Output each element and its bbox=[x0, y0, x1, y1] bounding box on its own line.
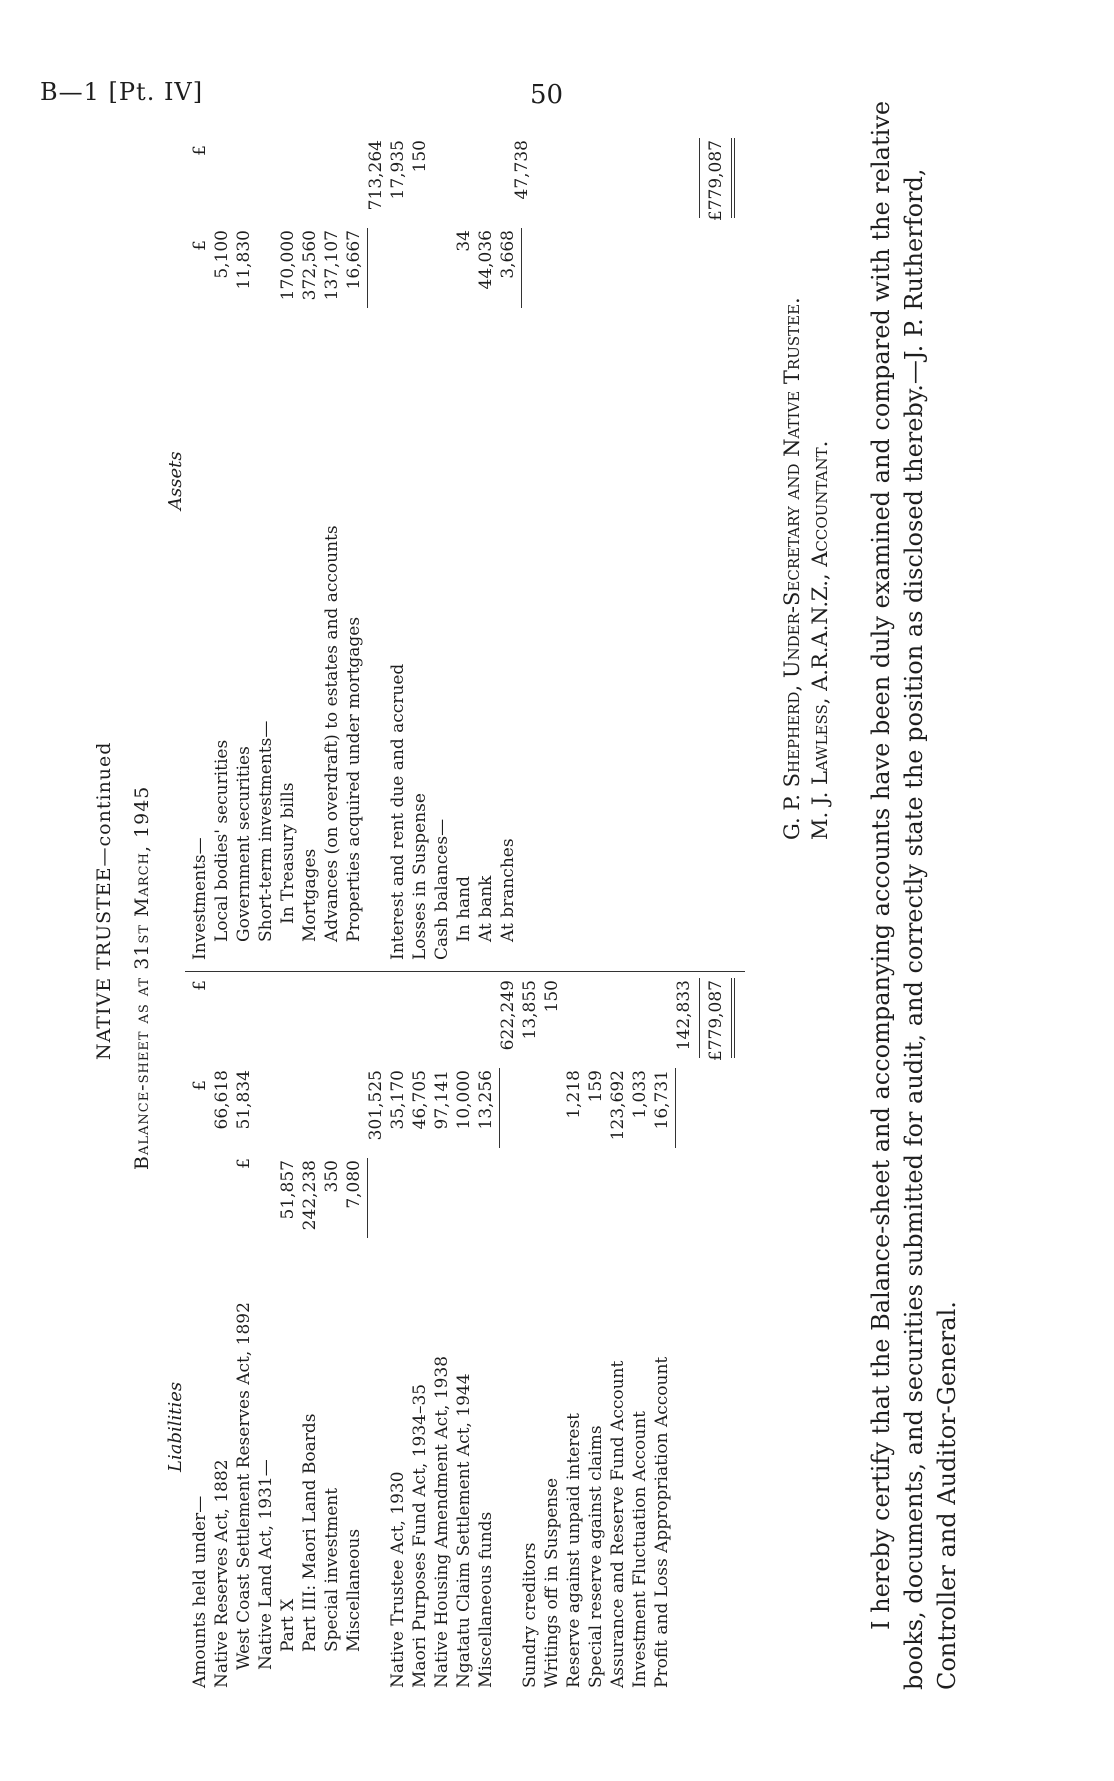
liab-value-profit-loss: 16,731 bbox=[652, 1070, 672, 1130]
liab-label-ngatatu: Ngatatu Claim Settlement Act, 1944 bbox=[454, 1373, 474, 1688]
liab-value-native-housing: 97,141 bbox=[432, 1070, 452, 1130]
liab-label-native-trustee-act: Native Trustee Act, 1930 bbox=[388, 1471, 408, 1688]
liab-grand-rule-bottom-1 bbox=[731, 978, 732, 1058]
liab-label-reserve-claims: Special reserve against claims bbox=[586, 1425, 606, 1688]
liab-value-amounts-total: 622,249 bbox=[498, 980, 518, 1051]
liab-value-native-trustee-act: 35,170 bbox=[388, 1070, 408, 1130]
asset-label-interest-rent: Interest and rent due and accrued bbox=[388, 663, 408, 960]
asset-value-cash-total: 47,738 bbox=[512, 140, 532, 200]
asset-grand-rule-top bbox=[699, 138, 700, 218]
asset-cash-balances: Cash balances— bbox=[432, 818, 452, 960]
certificate-line-2: books, documents, and securities submitted for audit, and correctly state the position as disclosed thereby.—J. P. Rutherford, bbox=[900, 168, 928, 1690]
liab-value-investment-fluctuation: 1,033 bbox=[630, 1070, 650, 1119]
asset-value-advances: 137,107 bbox=[322, 230, 342, 301]
liab-value-nra-1882: 66,618 bbox=[212, 1070, 232, 1130]
asset-label-government: Government securities bbox=[234, 746, 254, 942]
signature-accountant: M. J. Lawless, A.R.A.N.Z., Accountant. bbox=[808, 440, 832, 840]
liab-label-investment-fluctuation: Investment Fluctuation Account bbox=[630, 1410, 650, 1688]
liab-label-profit-loss: Profit and Loss Appropriation Account bbox=[652, 1356, 672, 1688]
asset-label-at-bank: At bank bbox=[476, 875, 496, 942]
asset-value-government: 11,830 bbox=[234, 230, 254, 290]
asset-value-investments-total: 713,264 bbox=[366, 140, 386, 211]
asset-value-at-branches: 3,668 bbox=[498, 230, 518, 279]
asset-value-treasury: 170,000 bbox=[278, 230, 298, 301]
liab-label-sundry-creditors: Sundry creditors bbox=[520, 1542, 540, 1688]
page-number: 50 bbox=[530, 80, 564, 110]
liab-label-writings-off: Writings off in Suspense bbox=[542, 1477, 562, 1688]
liab-value-nla-total: 301,525 bbox=[366, 1070, 386, 1141]
liab-label-part-iii: Part III: Maori Land Boards bbox=[300, 1413, 320, 1652]
assets-col2-pound: £ bbox=[190, 145, 210, 156]
certificate-line-1: I hereby certify that the Balance-sheet and accompanying accounts have been duly examined and compared with the relative bbox=[867, 100, 895, 1630]
asset-label-advances: Advances (on overdraft) to estates and accounts bbox=[322, 525, 342, 942]
liab-value-part-x: 51,857 bbox=[278, 1160, 298, 1220]
liab-label-native-housing: Native Housing Amendment Act, 1938 bbox=[432, 1355, 452, 1688]
liab-value-part-iii: 242,238 bbox=[300, 1160, 320, 1231]
liab-value-ngatatu: 10,000 bbox=[454, 1070, 474, 1130]
liab-label-misc-funds: Miscellaneous funds bbox=[476, 1511, 496, 1688]
liab-value-special-investment: 350 bbox=[322, 1160, 342, 1193]
asset-label-losses: Losses in Suspense bbox=[410, 793, 430, 960]
asset-grand-total: £779,087 bbox=[706, 140, 726, 222]
asset-value-losses: 150 bbox=[410, 140, 430, 173]
signature-trustee: G. P. Shepherd, Under-Secretary and Native Trustee. bbox=[780, 297, 804, 840]
asset-label-treasury: In Treasury bills bbox=[278, 782, 298, 924]
asset-grand-rule-bottom-2 bbox=[734, 138, 735, 218]
rotated-page-content bbox=[65, 100, 1105, 1700]
assets-heading: Assets bbox=[165, 451, 186, 510]
liab-value-reserve-claims: 159 bbox=[586, 1070, 606, 1103]
asset-investments: Investments— bbox=[190, 837, 210, 960]
liab-col2-pound: £ bbox=[190, 1080, 210, 1091]
running-header: B—1 [Pt. IV] bbox=[40, 78, 204, 106]
asset-label-properties: Properties acquired under mortgages bbox=[344, 616, 364, 942]
assets-col1-pound: £ bbox=[190, 240, 210, 251]
liab-value-assurance: 123,692 bbox=[608, 1070, 628, 1141]
liabilities-heading: Liabilities bbox=[165, 1381, 186, 1472]
liab-label-miscellaneous: Miscellaneous bbox=[344, 1528, 364, 1652]
asset-label-at-branches: At branches bbox=[498, 838, 518, 942]
asset-short-term: Short-term investments— bbox=[256, 720, 276, 942]
liab-label-nra-1882: Native Reserves Act, 1882 bbox=[212, 1459, 232, 1688]
liab-value-writings-off: 150 bbox=[542, 980, 562, 1013]
liab-subtotal-rule bbox=[367, 1158, 368, 1238]
liab-value-miscellaneous: 7,080 bbox=[344, 1160, 364, 1209]
balance-sheet-subtitle: Balance-sheet as at 31st March, 1945 bbox=[131, 785, 153, 1170]
liab-label-special-investment: Special investment bbox=[322, 1487, 342, 1652]
certificate-line-3: Controller and Auditor-General. bbox=[933, 1301, 961, 1690]
liab-label-reserve-interest: Reserve against unpaid interest bbox=[564, 1413, 584, 1688]
asset-value-interest-rent: 17,935 bbox=[388, 140, 408, 200]
liab-col3-pound: £ bbox=[190, 980, 210, 991]
liab-label-assurance: Assurance and Reserve Fund Account bbox=[608, 1360, 628, 1688]
asset-value-in-hand: 34 bbox=[454, 230, 474, 252]
liab-value-wcs-1892: 51,834 bbox=[234, 1070, 254, 1130]
liab-value-reserve-interest: 1,218 bbox=[564, 1070, 584, 1119]
document-title: NATIVE TRUSTEE—continued bbox=[93, 741, 115, 1060]
asset-value-local-bodies: 5,100 bbox=[212, 230, 232, 279]
liab-value-reserves-total: 142,833 bbox=[674, 980, 694, 1051]
liab-label-wcs-1892: West Coast Settlement Reserves Act, 1892 bbox=[234, 1302, 254, 1670]
liab-grand-rule-bottom-2 bbox=[734, 978, 735, 1058]
asset-value-properties: 16,667 bbox=[344, 230, 364, 290]
asset-label-in-hand: In hand bbox=[454, 876, 474, 942]
liab-col1-pound: £ bbox=[234, 1158, 254, 1169]
liab-value-maori-purposes: 46,705 bbox=[410, 1070, 430, 1130]
asset-investments-rule bbox=[367, 228, 368, 308]
liab-grand-total: £779,087 bbox=[706, 980, 726, 1062]
asset-value-mortgages: 372,560 bbox=[300, 230, 320, 301]
liab-value-misc-funds: 13,256 bbox=[476, 1070, 496, 1130]
liab-grand-rule-top bbox=[699, 978, 700, 1058]
liab-reserves-rule bbox=[675, 1068, 676, 1148]
liab-amounts-rule bbox=[499, 1068, 500, 1148]
asset-value-at-bank: 44,036 bbox=[476, 230, 496, 290]
liab-label-nla-1931: Native Land Act, 1931— bbox=[256, 1459, 276, 1670]
column-divider bbox=[185, 971, 745, 972]
liab-value-sundry-creditors: 13,855 bbox=[520, 980, 540, 1040]
asset-label-mortgages: Mortgages bbox=[300, 848, 320, 942]
liab-label-maori-purposes: Maori Purposes Fund Act, 1934–35 bbox=[410, 1383, 430, 1688]
asset-grand-rule-bottom-1 bbox=[731, 138, 732, 218]
liab-amounts-held-under: Amounts held under— bbox=[190, 1495, 210, 1688]
liab-label-part-x: Part X bbox=[278, 1598, 298, 1652]
asset-label-local-bodies: Local bodies' securities bbox=[212, 739, 232, 942]
asset-cash-rule bbox=[521, 228, 522, 308]
